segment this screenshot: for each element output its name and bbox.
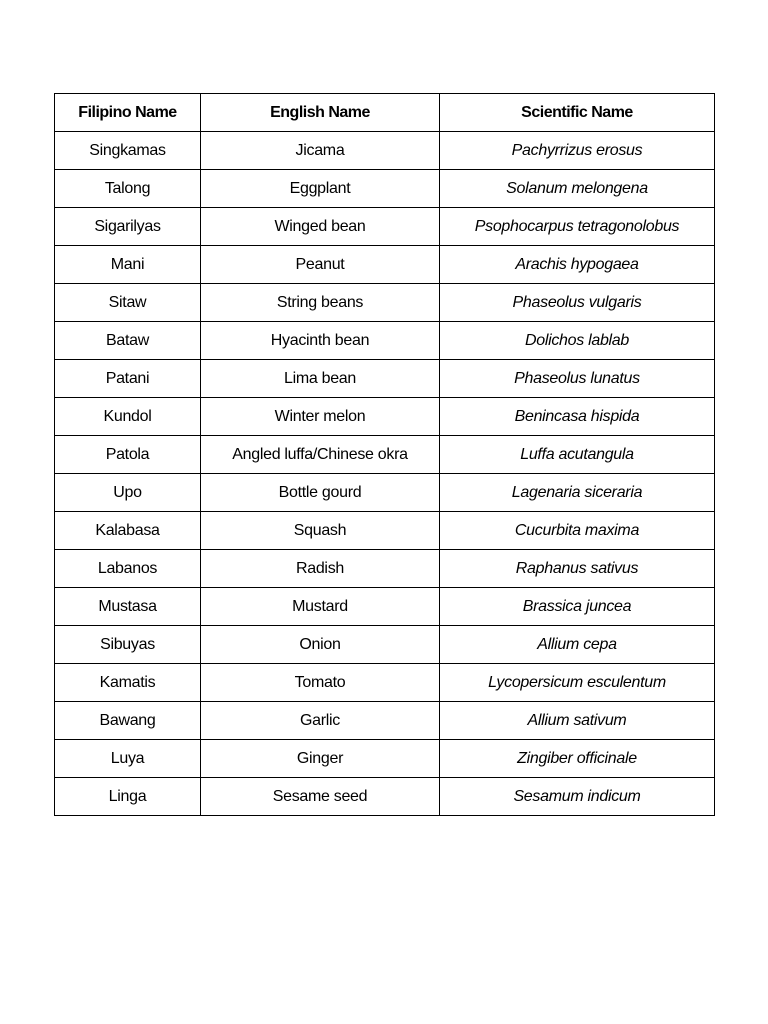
cell-filipino-name: Linga (55, 778, 201, 816)
cell-filipino-name: Kalabasa (55, 512, 201, 550)
cell-filipino-name: Kamatis (55, 664, 201, 702)
cell-scientific-name: Sesamum indicum (440, 778, 715, 816)
header-scientific-name: Scientific Name (440, 94, 715, 132)
cell-english-name: Tomato (201, 664, 440, 702)
cell-scientific-name: Allium cepa (440, 626, 715, 664)
cell-scientific-name: Phaseolus vulgaris (440, 284, 715, 322)
cell-english-name: Peanut (201, 246, 440, 284)
cell-scientific-name: Raphanus sativus (440, 550, 715, 588)
table-header (55, 94, 715, 132)
cell-scientific-name: Lycopersicum esculentum (440, 664, 715, 702)
cell-scientific-name: Luffa acutangula (440, 436, 715, 474)
table-row (55, 740, 715, 778)
cell-scientific-name: Lagenaria siceraria (440, 474, 715, 512)
cell-scientific-name: Dolichos lablab (440, 322, 715, 360)
table-row (55, 550, 715, 588)
cell-english-name: Bottle gourd (201, 474, 440, 512)
cell-scientific-name: Allium sativum (440, 702, 715, 740)
table-row (55, 512, 715, 550)
cell-filipino-name: Sigarilyas (55, 208, 201, 246)
table-row (55, 474, 715, 512)
cell-english-name: Mustard (201, 588, 440, 626)
cell-filipino-name: Upo (55, 474, 201, 512)
header-filipino-name: Filipino Name (55, 94, 201, 132)
cell-scientific-name: Benincasa hispida (440, 398, 715, 436)
cell-english-name: Eggplant (201, 170, 440, 208)
cell-scientific-name: Pachyrrizus erosus (440, 132, 715, 170)
table-row (55, 398, 715, 436)
cell-english-name: String beans (201, 284, 440, 322)
cell-scientific-name: Cucurbita maxima (440, 512, 715, 550)
table-row (55, 132, 715, 170)
cell-english-name: Winged bean (201, 208, 440, 246)
cell-scientific-name: Brassica juncea (440, 588, 715, 626)
cell-filipino-name: Kundol (55, 398, 201, 436)
table-row (55, 702, 715, 740)
cell-english-name: Garlic (201, 702, 440, 740)
table-row (55, 588, 715, 626)
cell-scientific-name: Psophocarpus tetragonolobus (440, 208, 715, 246)
cell-filipino-name: Sibuyas (55, 626, 201, 664)
cell-filipino-name: Singkamas (55, 132, 201, 170)
table-row (55, 322, 715, 360)
table-row (55, 360, 715, 398)
table-row (55, 208, 715, 246)
table-row (55, 626, 715, 664)
vegetable-names-table-container (54, 93, 714, 816)
cell-filipino-name: Bawang (55, 702, 201, 740)
table-row (55, 284, 715, 322)
header-english-name: English Name (201, 94, 440, 132)
cell-english-name: Hyacinth bean (201, 322, 440, 360)
cell-english-name: Ginger (201, 740, 440, 778)
table-row (55, 170, 715, 208)
cell-english-name: Winter melon (201, 398, 440, 436)
cell-filipino-name: Luya (55, 740, 201, 778)
vegetable-names-table (54, 93, 715, 816)
cell-english-name: Onion (201, 626, 440, 664)
cell-english-name: Squash (201, 512, 440, 550)
cell-english-name: Sesame seed (201, 778, 440, 816)
cell-filipino-name: Patani (55, 360, 201, 398)
cell-english-name: Jicama (201, 132, 440, 170)
header-row (55, 94, 715, 132)
cell-filipino-name: Bataw (55, 322, 201, 360)
cell-filipino-name: Patola (55, 436, 201, 474)
cell-scientific-name: Phaseolus lunatus (440, 360, 715, 398)
cell-english-name: Radish (201, 550, 440, 588)
table-row (55, 664, 715, 702)
table-row (55, 778, 715, 816)
cell-scientific-name: Zingiber officinale (440, 740, 715, 778)
cell-english-name: Lima bean (201, 360, 440, 398)
cell-scientific-name: Arachis hypogaea (440, 246, 715, 284)
table-row (55, 246, 715, 284)
cell-english-name: Angled luffa/Chinese okra (201, 436, 440, 474)
table-body (55, 132, 715, 816)
table-row (55, 436, 715, 474)
cell-filipino-name: Talong (55, 170, 201, 208)
cell-filipino-name: Sitaw (55, 284, 201, 322)
cell-filipino-name: Mustasa (55, 588, 201, 626)
cell-scientific-name: Solanum melongena (440, 170, 715, 208)
cell-filipino-name: Mani (55, 246, 201, 284)
cell-filipino-name: Labanos (55, 550, 201, 588)
